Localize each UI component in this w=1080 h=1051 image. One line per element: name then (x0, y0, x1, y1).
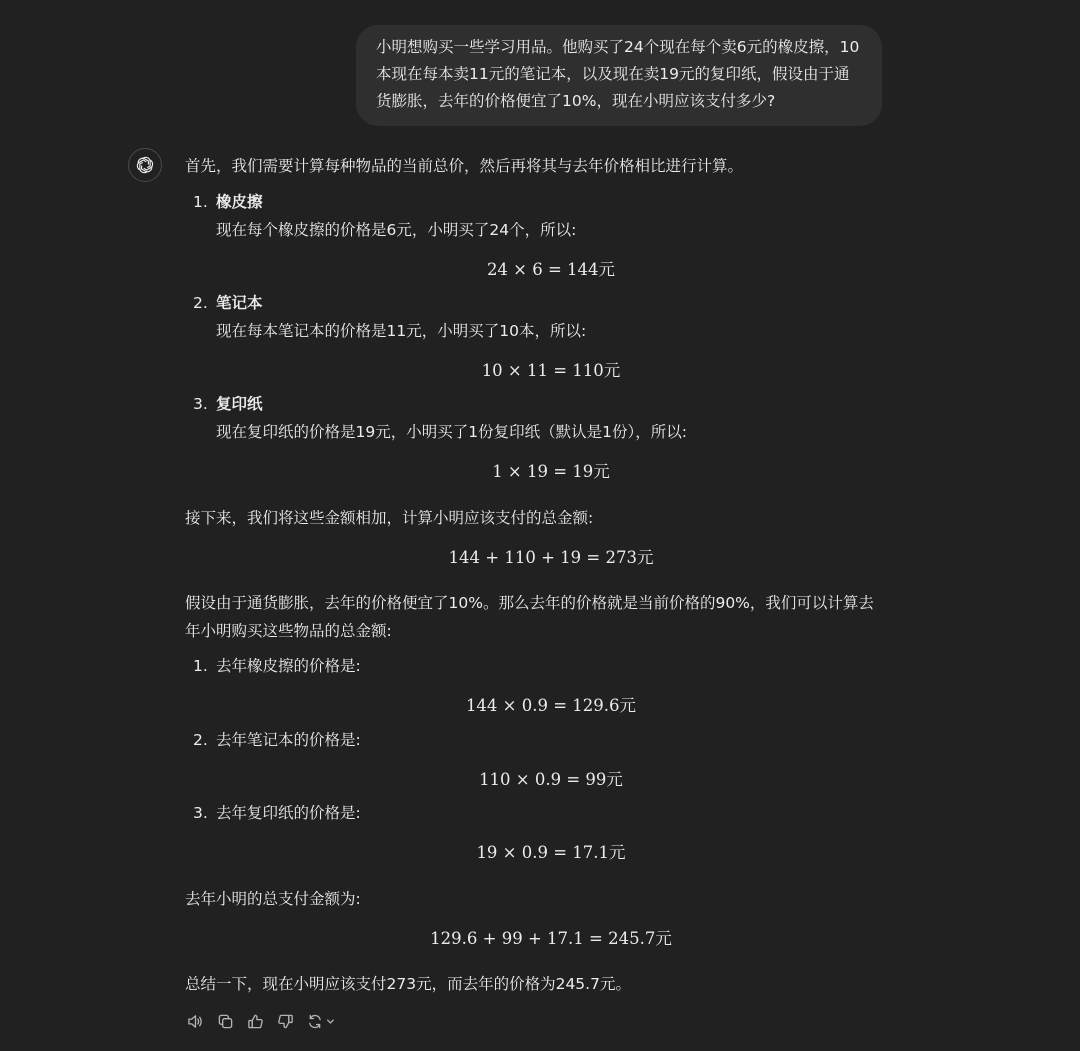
item-title: 复印纸 (216, 395, 263, 413)
last-year-intro: 假设由于通货膨胀，去年的价格便宜了10%。那么去年的价格就是当前价格的90%，我们可以计算去 (185, 594, 874, 612)
list-number: 2. (193, 294, 208, 312)
math-formula: 110 × 0.9 = 99元 (479, 770, 623, 789)
last-year-total-intro: 去年小明的总支付金额为: (185, 890, 361, 908)
openai-logo-icon (135, 155, 155, 175)
item-description: 现在复印纸的价格是19元，小明买了1份复印纸（默认是1份），所以: (216, 423, 687, 441)
item-description: 现在每个橡皮擦的价格是6元，小明买了24个，所以: (216, 221, 577, 239)
message-actions (186, 1012, 338, 1031)
read-aloud-button[interactable] (186, 1012, 205, 1031)
conclusion: 总结一下，现在小明应该支付273元，而去年的价格为245.7元。 (185, 975, 631, 993)
math-formula: 129.6 + 99 + 17.1 = 245.7元 (430, 929, 672, 948)
user-message-bubble (356, 25, 882, 126)
thumbs-down-icon (277, 1013, 294, 1030)
good-response-button[interactable] (246, 1012, 265, 1031)
regenerate-icon (307, 1013, 337, 1030)
assistant-avatar (128, 148, 162, 182)
math-formula: 1 × 19 = 19元 (492, 462, 610, 481)
copy-icon (217, 1013, 234, 1030)
math-formula: 10 × 11 = 110元 (481, 361, 621, 380)
user-message-line: 货膨胀，去年的价格便宜了10%，现在小明应该支付多少? (376, 92, 776, 110)
speaker-icon (187, 1013, 204, 1030)
item-description: 现在每本笔记本的价格是11元，小明买了10本，所以: (216, 322, 587, 340)
regenerate-button[interactable] (306, 1012, 338, 1031)
list-item-text: 去年复印纸的价格是: (216, 804, 361, 822)
item-title: 橡皮擦 (216, 193, 263, 211)
user-message-line: 小明想购买一些学习用品。他购买了24个现在每个卖6元的橡皮擦，10 (376, 38, 860, 56)
list-number: 2. (193, 731, 208, 749)
thumbs-up-icon (247, 1013, 264, 1030)
item-title: 笔记本 (216, 294, 263, 312)
bad-response-button[interactable] (276, 1012, 295, 1031)
list-item-text: 去年笔记本的价格是: (216, 731, 361, 749)
answer-intro: 首先，我们需要计算每种物品的当前总价，然后再将其与去年价格相比进行计算。 (185, 157, 744, 175)
math-formula: 19 × 0.9 = 17.1元 (476, 843, 626, 862)
user-message-line: 本现在每本卖11元的笔记本，以及现在卖19元的复印纸，假设由于通 (376, 65, 850, 83)
copy-button[interactable] (216, 1012, 235, 1031)
math-formula: 144 × 0.9 = 129.6元 (465, 696, 637, 715)
list-item-text: 去年橡皮擦的价格是: (216, 657, 361, 675)
list-number: 3. (193, 804, 208, 822)
sum-intro: 接下来，我们将这些金额相加，计算小明应该支付的总金额: (185, 509, 594, 527)
math-formula: 144 + 110 + 19 = 273元 (448, 548, 654, 567)
last-year-intro: 年小明购买这些物品的总金额: (185, 622, 392, 640)
list-number: 1. (193, 657, 208, 675)
list-number: 3. (193, 395, 208, 413)
math-formula: 24 × 6 = 144元 (486, 260, 616, 279)
list-number: 1. (193, 193, 208, 211)
